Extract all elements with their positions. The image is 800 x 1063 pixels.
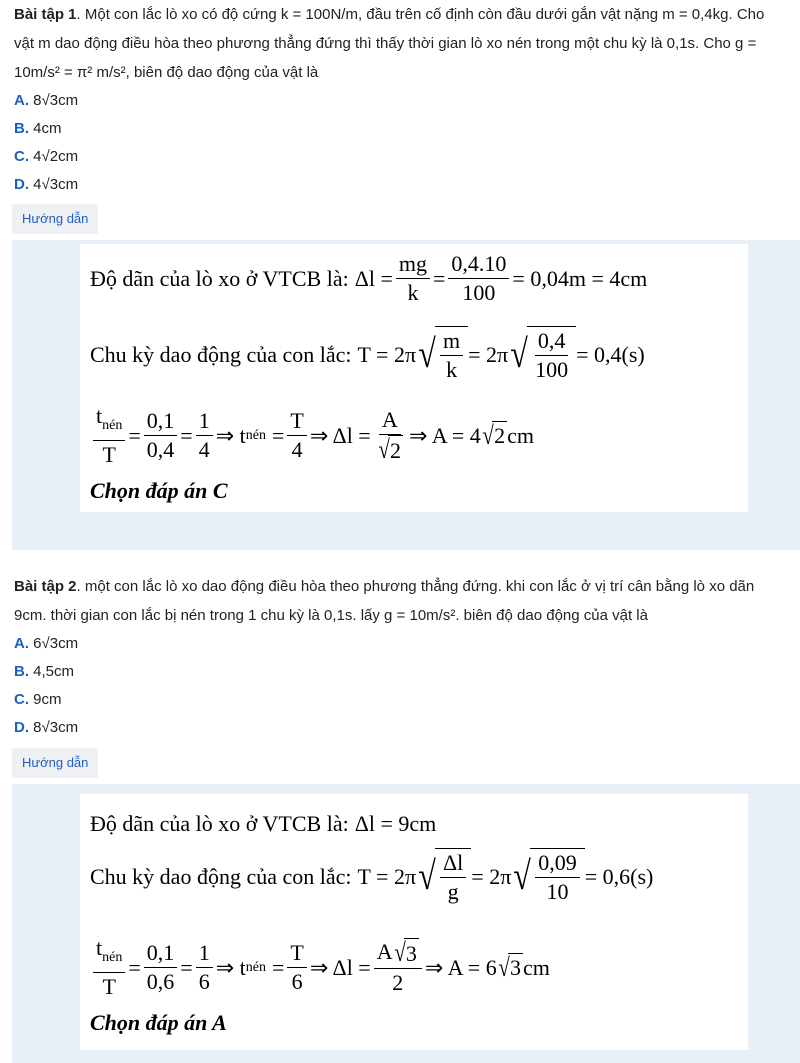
solution-2-line-3: $\frac{t_{nén}}{T}$ = $\frac{0,1}{0,6}$ = $\frac{1}{6}$ ⇒ t nén = $\frac{T}{6}$ ⇒ Δl = A √ 3 2 ⇒ A = 6 √ 3 cm <box>90 934 550 1001</box>
sqrt-sign: √ $\frac{m}{k}$ <box>416 326 468 384</box>
solution-1-line-2: Chu kỳ dao động của con lắc: T = 2π √ $\frac{m}{k}$ = 2π √ $\frac{0,4}{100}$ = 0,4(s) <box>90 328 645 382</box>
sqrt-sign: √ $\frac{0,4}{100}$ <box>508 326 576 384</box>
option-d: D. 8√3cm <box>14 719 79 736</box>
option-c: C. 9cm <box>14 691 62 708</box>
fraction: $\frac{0,1}{0,4}$ <box>144 407 178 464</box>
problem-2-text: Bài tập 2. một con lắc lò xo dao động điều hòa theo phương thẳng đứng. khi con lắc ở vị trí cân bằng lò xo dãn 9cm. thời gian con lắc bị nén trong 1 chu kỳ là 0,1s. lấy g = 10m/s². biên độ dao động của vật là <box>14 578 755 624</box>
solution-2-answer: Chọn đáp án A <box>90 1010 227 1035</box>
problem-1 <box>14 0 794 199</box>
problem-1-text: Bài tập 1. Một con lắc lò xo có độ cứng k = 100N/m, đầu trên cố định còn đầu dưới gắn vật nặng m = 0,4kg. Cho vật m dao động điều hòa theo phương thẳng đứng thì thấy thời gian lò xo nén trong một chu kỳ là 0,1s. Cho g = 10m/s² = π² m/s², biên độ dao động của vật là <box>14 6 765 81</box>
fraction: $\frac{T}{4}$ <box>287 407 306 464</box>
problem-2-title: Bài tập 2 <box>14 578 77 595</box>
fraction: $\frac{1}{6}$ <box>196 939 213 996</box>
fraction: $\frac{1}{4}$ <box>196 407 213 464</box>
fraction: $\frac{t_{nén}}{T}$ <box>93 934 125 1001</box>
option-c: C. 4√2cm <box>14 148 79 165</box>
fraction: $\frac{T}{6}$ <box>287 939 306 996</box>
solution-2-line-1: Độ dãn của lò xo ở VTCB là: Δl = 9cm <box>90 811 437 836</box>
sqrt-sign: √ $\frac{0,09}{10}$ <box>511 848 584 906</box>
problem-1-title: Bài tập 1 <box>14 6 77 23</box>
fraction: $\frac{0,1}{0,6}$ <box>144 939 178 996</box>
sqrt-sign: √ 2 <box>482 420 506 450</box>
option-d: D. 4√3cm <box>14 176 79 193</box>
fraction: A √ 3 2 <box>374 938 422 998</box>
fraction: $\frac{0,4.10}{100}$ <box>448 250 509 307</box>
option-b: B. 4,5cm <box>14 663 75 680</box>
fraction: A √ 2 <box>378 406 401 465</box>
sqrt-sign: √ $\frac{\Delta l}{g}$ <box>416 848 471 906</box>
sqrt-sign: √ 3 <box>498 952 521 982</box>
fraction: $\frac{mg}{k}$ <box>396 250 430 307</box>
option-a: A. 6√3cm <box>14 635 79 652</box>
problem-2 <box>14 572 794 742</box>
solution-1 <box>90 250 750 512</box>
hint-button-1[interactable]: Hướng dẫn <box>12 204 98 234</box>
solution-1-line-3: $\frac{t_{nén}}{T}$ = $\frac{0,1}{0,4}$ = $\frac{1}{4}$ ⇒ t nén = $\frac{T}{4}$ ⇒ Δl = A √ 2 ⇒ A = 4 √ 2 cm <box>90 402 534 469</box>
solution-1-answer: Chọn đáp án C <box>90 478 228 503</box>
solution-1-line-1: Độ dãn của lò xo ở VTCB là: Δl = $\frac{mg}{k}$ = $\frac{0,4.10}{100}$ = 0,04m = 4cm <box>90 251 648 305</box>
option-a: A. 8√3cm <box>14 92 79 109</box>
solution-2-line-2: Chu kỳ dao động của con lắc: T = 2π √ $\frac{\Delta l}{g}$ = 2π √ $\frac{0,09}{10}$ = 0,6(s) <box>90 850 654 904</box>
fraction: $\frac{t_{nén}}{T}$ <box>93 402 125 469</box>
hint-button-2[interactable]: Hướng dẫn <box>12 748 98 778</box>
solution-2 <box>90 806 750 1046</box>
option-b: B. 4cm <box>14 120 62 137</box>
